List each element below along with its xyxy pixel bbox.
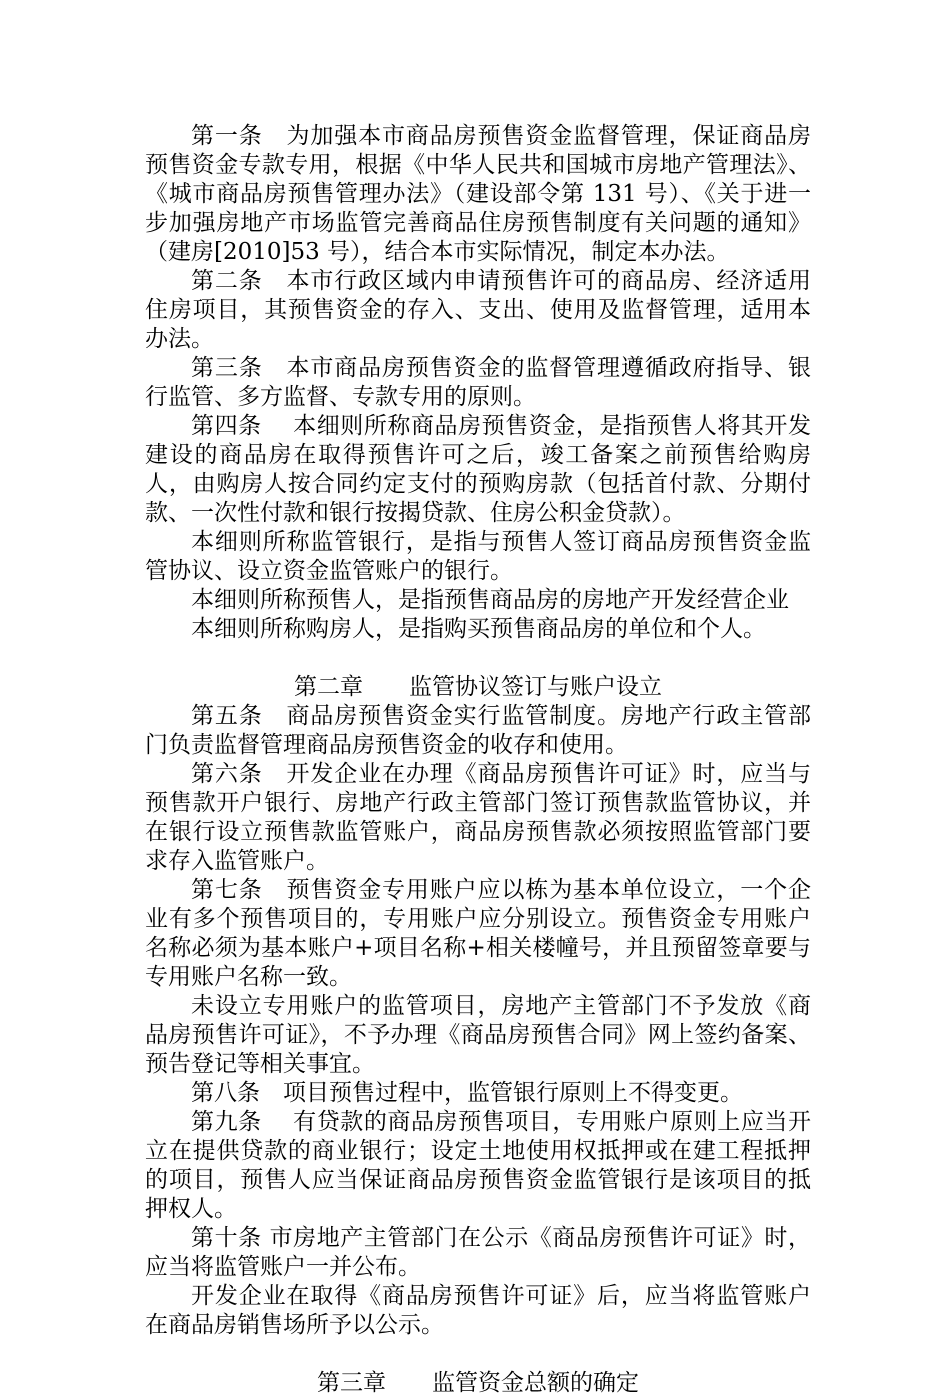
article-4: 第四条 本细则所称商品房预售资金，是指预售人将其开发建设的商品房在取得预售许可之后，竣工备案之前预售给购房人，由购房人按合同约定支付的预购房款（包括首付款、分期付款、一次性付款和银行按揭贷款、住房公积金贷款）。 bbox=[145, 413, 811, 526]
article-3: 第三条 本市商品房预售资金的监督管理遵循政府指导、银行监管、多方监督、专款专用的原则。 bbox=[145, 355, 811, 410]
article-7-supplement: 未设立专用账户的监管项目，房地产主管部门不予发放《商品房预售许可证》，不予办理《商品房预售合同》网上签约备案、预告登记等相关事宜。 bbox=[145, 993, 811, 1077]
article-2: 第二条 本市行政区域内申请预售许可的商品房、经济适用住房项目，其预售资金的存入、支出、使用及监督管理，适用本办法。 bbox=[145, 268, 811, 352]
definition-seller: 本细则所称预售人，是指预售商品房的房地产开发经营企业 bbox=[191, 587, 789, 613]
article-7: 第七条 预售资金专用账户应以栋为基本单位设立，一个企业有多个预售项目的，专用账户应分别设立。预售资金专用账户名称必须为基本账户+项目名称+相关楼幢号，并且预留签章要与专用账户名称一致。 bbox=[145, 877, 811, 990]
article-10-supplement: 开发企业在取得《商品房预售许可证》后，应当将监管账户在商品房销售场所予以公示。 bbox=[145, 1283, 811, 1338]
blank-line bbox=[145, 1340, 811, 1369]
definition-buyer: 本细则所称购房人，是指购买预售商品房的单位和个人。 bbox=[191, 616, 766, 642]
article-9: 第九条 有贷款的商品房预售项目，专用账户原则上应当开立在提供贷款的商业银行；设定土地使用权抵押或在建工程抵押的项目，预售人应当保证商品房预售资金监管银行是该项目的抵押权人。 bbox=[145, 1109, 811, 1222]
article-10: 第十条 市房地产主管部门在公示《商品房预售许可证》时，应当将监管账户一并公布。 bbox=[145, 1225, 811, 1280]
chapter-2-title: 第二章 监管协议签订与账户设立 bbox=[294, 674, 662, 700]
article-8: 第八条 项目预售过程中，监管银行原则上不得变更。 bbox=[191, 1080, 743, 1106]
definition-supervising-bank: 本细则所称监管银行，是指与预售人签订商品房预售资金监管协议、设立资金监管账户的银行。 bbox=[145, 529, 811, 584]
article-5: 第五条 商品房预售资金实行监管制度。房地产行政主管部门负责监督管理商品房预售资金的收存和使用。 bbox=[145, 703, 811, 758]
document-body bbox=[145, 122, 811, 1398]
blank-line bbox=[145, 644, 811, 673]
article-6: 第六条 开发企业在办理《商品房预售许可证》时，应当与预售款开户银行、房地产行政主管部门签订预售款监管协议，并在银行设立预售款监管账户，商品房预售款必须按照监管部门要求存入监管账户。 bbox=[145, 761, 811, 874]
chapter-3-title: 第三章 监管资金总额的确定 bbox=[317, 1370, 639, 1396]
article-1: 第一条 为加强本市商品房预售资金监督管理，保证商品房预售资金专款专用，根据《中华人民共和国城市房地产管理法》、《城市商品房预售管理办法》（建设部令第 131 号）、《关于进一步加强房地产市场监管完善商品住房预售制度有关问题的通知》（建房[2010]53 号），结合本市实际情况，制定本办法。 bbox=[145, 123, 811, 265]
